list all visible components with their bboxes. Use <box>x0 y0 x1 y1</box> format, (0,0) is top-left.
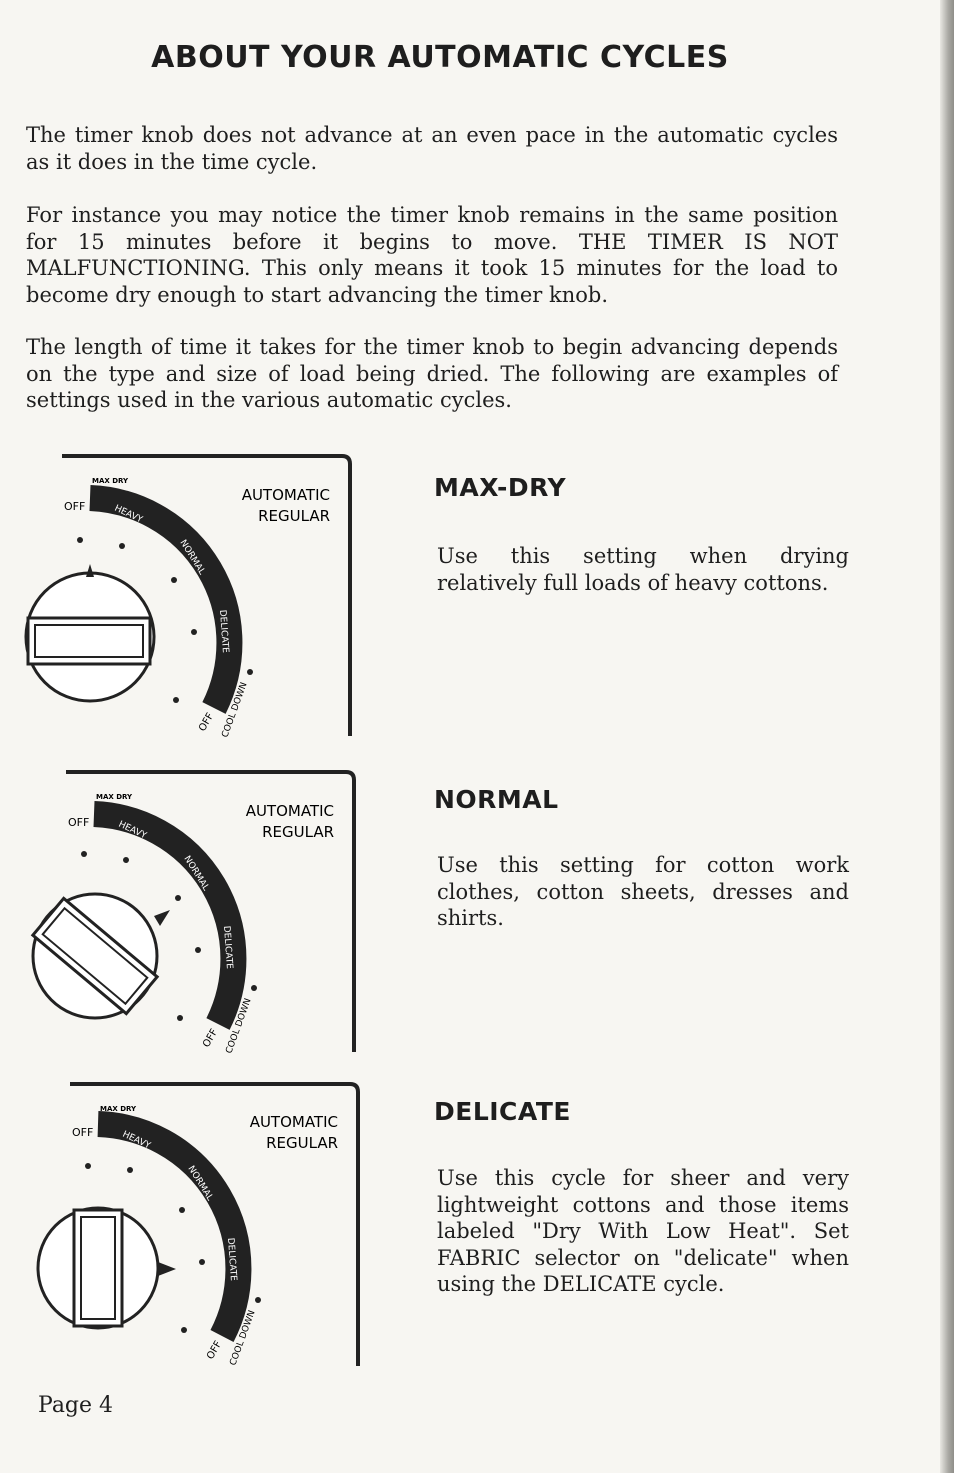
automatic-label: AUTOMATIC <box>241 486 330 504</box>
timer-dial-max-dry <box>22 450 362 744</box>
max-dry-tick-label: MAX DRY <box>96 793 133 801</box>
cool-down-label: COOL DOWN <box>228 1309 258 1368</box>
off-top-label: OFF <box>64 500 86 513</box>
off-top-label: OFF <box>72 1126 94 1139</box>
regular-label: REGULAR <box>266 1134 338 1152</box>
setting-title-delicate: DELICATE <box>434 1097 571 1126</box>
setting-title-max-dry: MAX-DRY <box>434 473 567 502</box>
timer-dial-delicate <box>22 1078 367 1372</box>
normal-label: NORMAL <box>181 854 211 893</box>
page-title: ABOUT YOUR AUTOMATIC CYCLES <box>151 40 729 75</box>
heavy-label: HEAVY <box>112 503 144 526</box>
setting-description-max-dry: Use this setting when drying relatively full loads of heavy cottons. <box>437 544 849 595</box>
setting-description-delicate: Use this cycle for sheer and very lightweight cottons and those items labeled "Dry With Low Heat". Set FABRIC selector on "delicate" when using the DELICATE cycle. <box>437 1166 849 1296</box>
heavy-label: HEAVY <box>116 819 148 842</box>
delicate-label: DELICATE <box>221 925 234 970</box>
intro-paragraph-1: The timer knob does not advance at an even pace in the automatic cycles as it does in the time cycle. <box>26 123 838 174</box>
heavy-label: HEAVY <box>120 1129 152 1152</box>
automatic-label: AUTOMATIC <box>245 802 334 820</box>
timer-knob[interactable] <box>33 894 170 1018</box>
normal-label: NORMAL <box>185 1164 215 1203</box>
page-number: Page 4 <box>38 1393 114 1418</box>
max-dry-tick-label: MAX DRY <box>100 1105 137 1113</box>
normal-label: NORMAL <box>177 538 207 577</box>
timer-knob[interactable] <box>38 1208 176 1328</box>
automatic-label: AUTOMATIC <box>249 1113 338 1131</box>
timer-knob[interactable] <box>26 564 154 701</box>
regular-label: REGULAR <box>262 823 334 841</box>
intro-paragraph-2: For instance you may notice the timer knob remains in the same position for 15 minutes before it begins to move. THE TIMER IS NOT MALFUNCTIONING. This only means it took 15 minutes for the load to become dry enough to start advancing the timer knob. <box>26 203 838 307</box>
page-edge-shadow <box>940 0 954 1473</box>
off-bottom-label: OFF <box>201 1027 221 1050</box>
intro-paragraph-3: The length of time it takes for the timer knob to begin advancing depends on the type and size of load being dried. The following are examples of settings used in the various automatic cycles. <box>26 335 838 412</box>
cool-down-label: COOL DOWN <box>220 681 250 740</box>
off-bottom-label: OFF <box>197 711 217 734</box>
off-top-label: OFF <box>68 816 90 829</box>
max-dry-tick-label: MAX DRY <box>92 477 129 485</box>
timer-dial-normal <box>22 766 362 1060</box>
setting-title-normal: NORMAL <box>434 785 559 814</box>
setting-description-normal: Use this setting for cotton work clothes, cotton sheets, dresses and shirts. <box>437 853 849 930</box>
delicate-label: DELICATE <box>225 1237 238 1282</box>
regular-label: REGULAR <box>258 507 330 525</box>
off-bottom-label: OFF <box>205 1339 225 1362</box>
cool-down-label: COOL DOWN <box>224 997 254 1056</box>
delicate-label: DELICATE <box>217 609 230 654</box>
